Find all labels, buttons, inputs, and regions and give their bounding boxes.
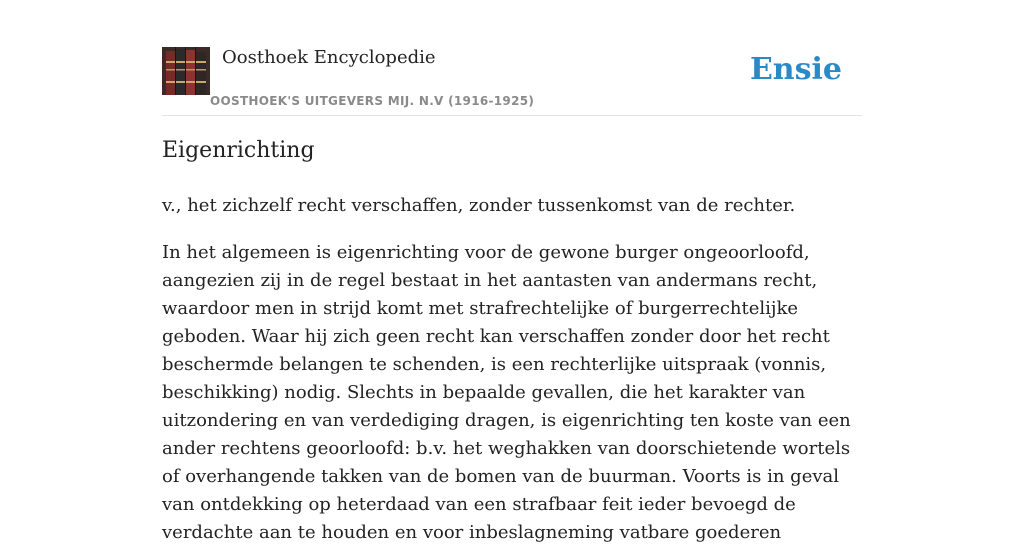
- source-publisher: OOSTHOEK'S UITGEVERS MIJ. N.V (1916-1925): [210, 94, 535, 108]
- article-content: [162, 192, 864, 547]
- article-body: In het algemeen is eigenrichting voor de gewone burger ongeoorloofd, aangezien zij in de regel bestaat in het aantasten van andermans recht, waardoor men in strijd komt met strafrechtelijke of burgerrechtelijke geboden. Waar hij zich geen recht kan verschaffen zonder door het recht beschermde belangen te schenden, is een rechterlijke uitspraak (vonnis, beschikking) nodig. Slechts in bepaalde gevallen, die het karakter van uitzondering en van verdediging dragen, is eigenrichting ten koste van een ander rechtens geoorloofd: b.v. het weghakken van doorschietende wortels of overhangende takken van de bomen van de buurman. Voorts is in geval van ontdekking op heterdaad van een strafbaar feit ieder bevoegd de verdachte aan te houden en voor inbeslagneming vatbare goederen: [162, 242, 851, 543]
- book-spines-icon[interactable]: [162, 47, 210, 95]
- source-header: [162, 44, 862, 116]
- ensie-logo[interactable]: Ensie: [749, 52, 842, 87]
- article-definition: v., het zichzelf recht verschaffen, zonder tussenkomst van de rechter.: [162, 195, 796, 216]
- page-title: Eigenrichting: [162, 138, 315, 163]
- source-name[interactable]: Oosthoek Encyclopedie: [222, 47, 436, 68]
- header-divider: [162, 115, 862, 116]
